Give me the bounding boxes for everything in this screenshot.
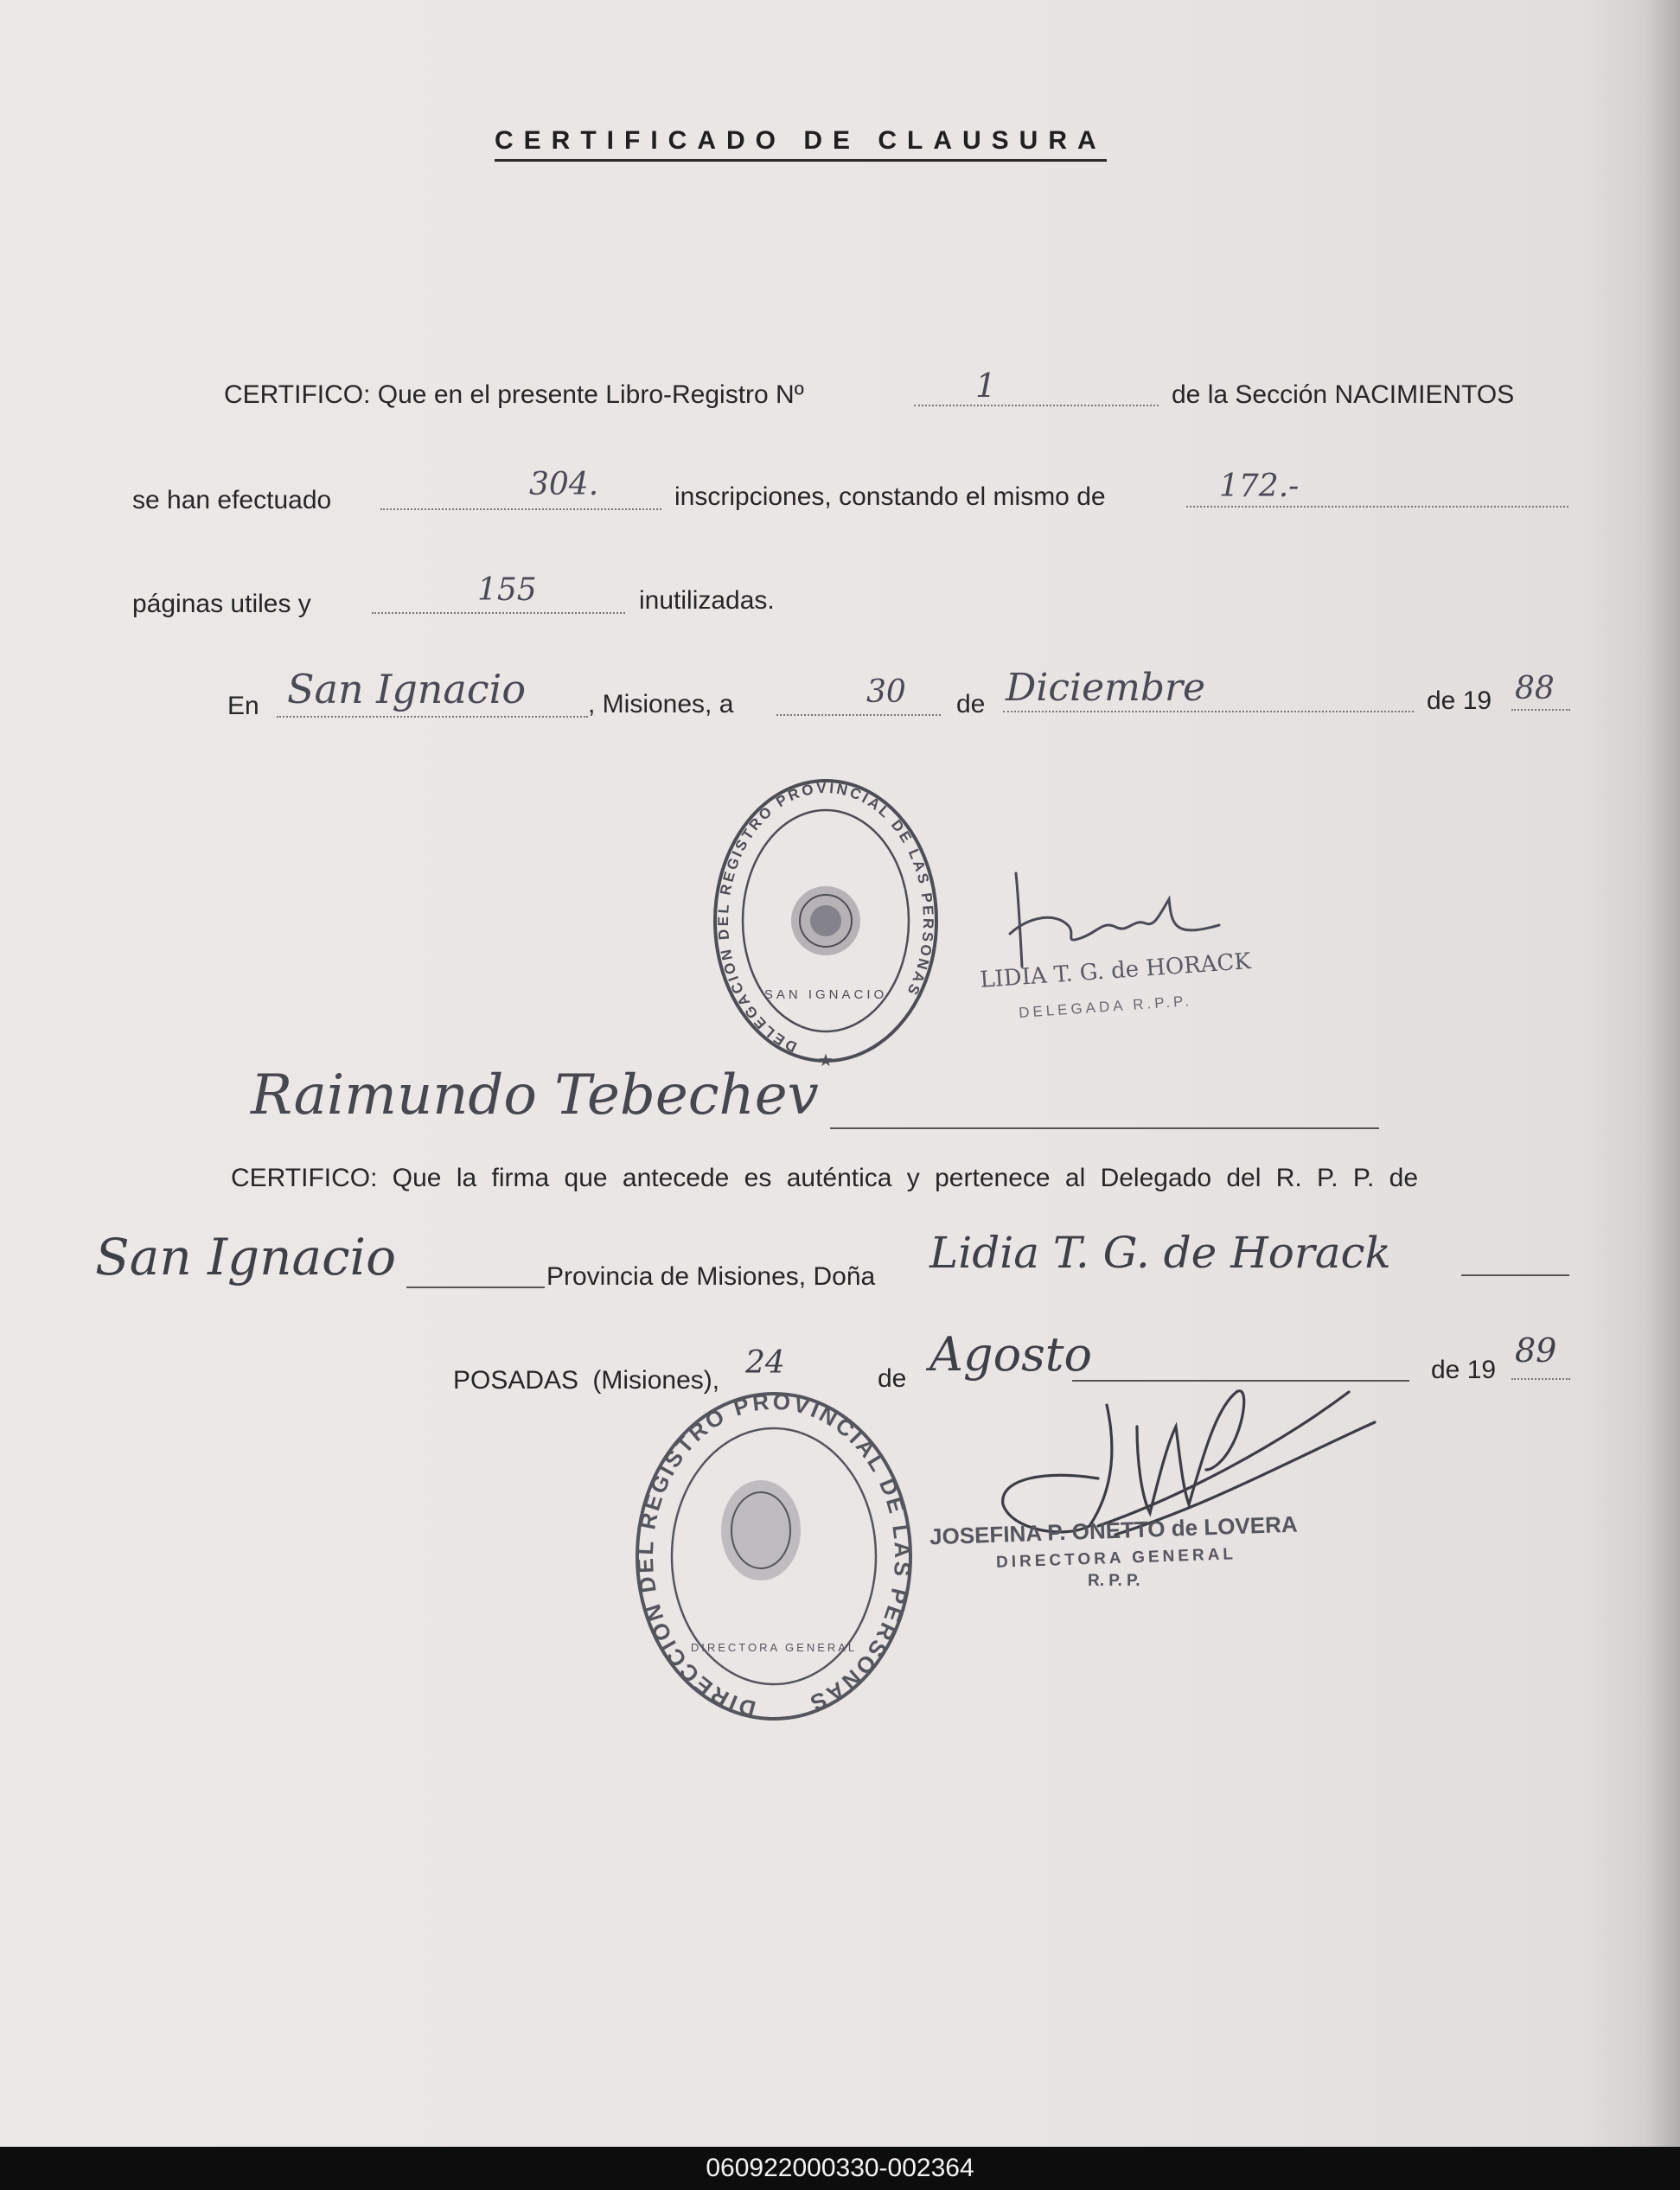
- direccion-seal-inner-text: DIRECTORA GENERAL: [690, 1641, 858, 1654]
- cert2-month: Agosto: [929, 1327, 1092, 1382]
- year-field-1: [1511, 709, 1570, 711]
- witness-signature: Raimundo Tebechev: [251, 1063, 819, 1127]
- archive-id-text: 060922000330-002364: [706, 2154, 974, 2182]
- cert2-handwritten-name: Lidia T. G. de Horack: [929, 1228, 1391, 1278]
- month-value: Diciembre: [1006, 666, 1206, 710]
- director-org-stamp: R. P. P.: [1088, 1572, 1140, 1590]
- cert2-place-line: [406, 1287, 545, 1288]
- paginas-total-field: [1186, 506, 1568, 508]
- seal-star-icon: ★: [818, 1051, 834, 1068]
- archive-id-bar: [0, 2147, 1680, 2190]
- cert1-line1-prefix: CERTIFICO: Que en el presente Libro-Registro Nº: [224, 380, 804, 409]
- month-field: [1003, 711, 1414, 712]
- year-field-2: [1511, 1378, 1570, 1380]
- inutilizadas-value: 155: [477, 572, 537, 608]
- cert1-line1-suffix: de la Sección NACIMIENTOS: [1172, 380, 1515, 409]
- cert2-city-prefix: POSADAS (Misiones),: [453, 1366, 720, 1395]
- year-prefix-2: de 19: [1431, 1356, 1497, 1384]
- cert2-line2-middle: Provincia de Misiones, Doña: [546, 1262, 876, 1291]
- inutilizadas-field: [372, 612, 625, 614]
- cert2-handwritten-place: San Ignacio: [95, 1228, 397, 1287]
- de-label-1: de: [956, 690, 986, 718]
- inscripciones-value: 304.: [529, 467, 599, 502]
- day-value: 30: [866, 674, 906, 710]
- delegate-title-stamp: DELEGADA R.P.P.: [1018, 993, 1193, 1021]
- delegacion-seal-inner-text: SAN IGNACIO: [763, 987, 888, 1002]
- place-field: [277, 716, 588, 718]
- year-prefix-1: de 19: [1427, 686, 1492, 715]
- delegacion-seal-outer-text: DELEGACION DEL REGISTRO PROVINCIAL DE LAS PERSONAS: [715, 779, 937, 1056]
- libro-numero-field: [914, 405, 1159, 406]
- direccion-seal: [627, 1383, 921, 1729]
- de-label-2: de: [878, 1364, 907, 1393]
- document-title: CERTIFICADO DE CLAUSURA: [495, 126, 1107, 162]
- direccion-seal-outer-text: DIRECCION DEL REGISTRO PROVINCIAL DE LAS PERSONAS: [631, 1388, 917, 1723]
- cert1-line2-middle: inscripciones, constando el mismo de: [674, 482, 1106, 511]
- cert1-line3-prefix: páginas utiles y: [132, 590, 311, 618]
- cert1-line3-suffix: inutilizadas.: [639, 586, 775, 615]
- cert2-name-line: [1461, 1274, 1569, 1276]
- witness-signature-line: [830, 1127, 1379, 1129]
- place-middle: , Misiones, a: [588, 690, 734, 718]
- paginas-total-value: 172.-: [1219, 469, 1300, 504]
- delegacion-seal: [709, 774, 942, 1068]
- place-prefix: En: [227, 692, 259, 720]
- page-edge-shadow: [1645, 0, 1680, 2147]
- director-name-stamp: JOSEFINA P. ONETTO de LOVERA: [929, 1510, 1299, 1550]
- day-field: [776, 714, 941, 716]
- libro-numero-value: 1: [975, 367, 997, 405]
- inscripciones-field: [380, 508, 661, 510]
- director-title-stamp: DIRECTORA GENERAL: [995, 1545, 1237, 1572]
- year-suffix-1: 88: [1515, 671, 1555, 706]
- cert2-day: 24: [745, 1345, 785, 1381]
- cert1-line2-prefix: se han efectuado: [132, 486, 332, 514]
- cert2-line1: CERTIFICO: Que la firma que antecede es auténtica y pertenece al Delegado del R. P. P. de: [231, 1164, 1419, 1192]
- year-suffix-2: 89: [1515, 1331, 1557, 1370]
- delegate-name-stamp: LIDIA T. G. de HORACK: [979, 948, 1252, 993]
- place-value: San Ignacio: [287, 666, 527, 712]
